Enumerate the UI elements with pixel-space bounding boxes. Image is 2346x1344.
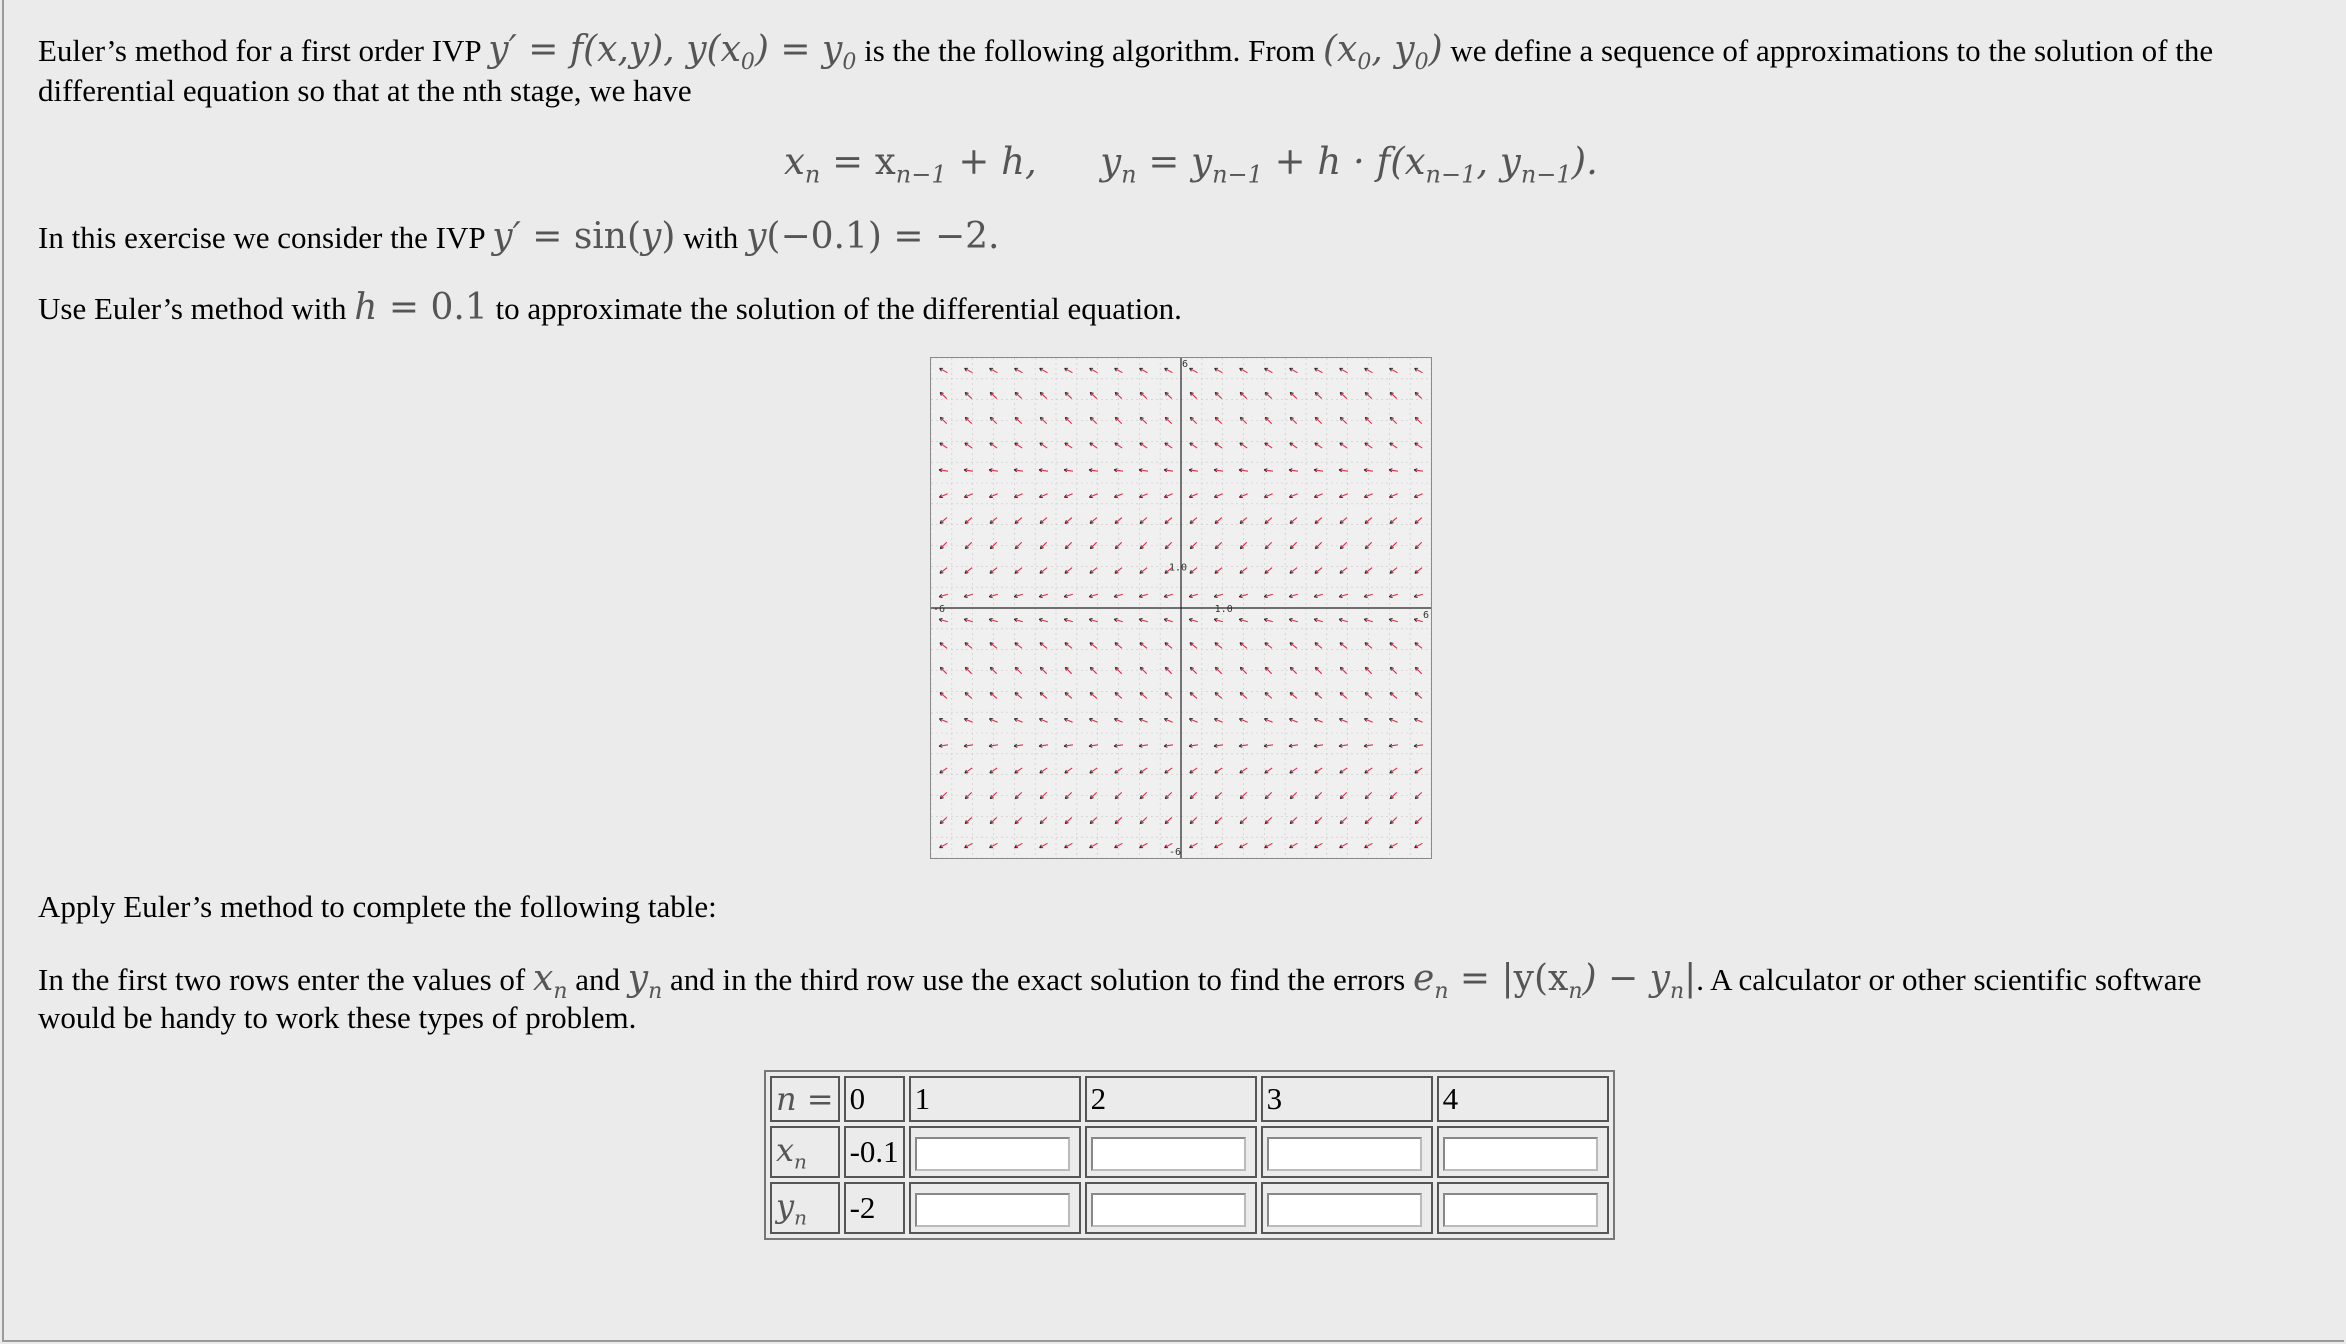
f-yn-sub: n	[1121, 160, 1137, 189]
tick-label-xmax: 6	[1423, 610, 1430, 621]
ex-math-hval: = 0.1	[377, 287, 488, 328]
f-xn: x	[784, 140, 805, 183]
field-arrow-head	[1339, 746, 1342, 747]
intro-math-sub0b: 0	[842, 50, 857, 76]
ap-math-y-sub: n	[648, 979, 663, 1005]
field-arrow-head	[1340, 573, 1343, 574]
field-arrow-head	[1114, 746, 1117, 747]
intro-line-2: differential equation so that at the nth stage, we have	[38, 73, 692, 108]
field-arrow-head	[1239, 746, 1242, 747]
field-arrow-head	[939, 597, 942, 598]
field-arrow-head	[1215, 573, 1218, 574]
tick-label-xmin: -6	[933, 604, 946, 615]
f-fy-sub: n−1	[1520, 160, 1572, 189]
n-0: 0	[849, 1081, 866, 1116]
y4-cell	[1437, 1182, 1609, 1234]
field-arrow-head	[1040, 573, 1043, 574]
field-arrow-head	[1039, 597, 1042, 598]
field-arrow-head	[1415, 573, 1418, 574]
n-4: 4	[1442, 1081, 1459, 1116]
ex-text-4: to approximate the solution of the differential equation.	[487, 291, 1182, 326]
ex-math-init: (−0.1) = −2.	[766, 216, 1000, 257]
exercise-line-1	[38, 218, 999, 257]
euler-formula	[784, 140, 1598, 188]
field-arrow-head	[1364, 597, 1367, 598]
intro-math-pt-sub1: 0	[1357, 50, 1372, 76]
intro-math-pt-sub2: 0	[1414, 50, 1429, 76]
field-arrow-head	[939, 746, 942, 747]
ex-text-2: with	[675, 220, 747, 255]
y1-input[interactable]	[915, 1193, 1070, 1227]
ap-math-err: = |y(x	[1448, 958, 1569, 999]
f-eq2: = y	[1136, 140, 1213, 183]
field-arrow-head	[989, 597, 992, 598]
x3-input[interactable]	[1267, 1137, 1422, 1171]
field-arrow-head	[1214, 746, 1217, 747]
intro-math-pt: (x	[1323, 29, 1358, 70]
field-arrow-head	[1014, 597, 1017, 598]
ex-text-3: Use Euler’s method with	[38, 291, 355, 326]
ex-math-paren: )	[661, 216, 676, 257]
x0-cell	[844, 1126, 905, 1178]
ap-text-a: In the first two rows enter the values of	[38, 962, 534, 997]
apply-line-1: Apply Euler’s method to complete the following table:	[38, 889, 717, 924]
field-arrow-head	[1090, 573, 1093, 574]
ap-text-c: and in the third row use the exact solution to find the errors	[662, 962, 1413, 997]
f-comma-y: , y	[1476, 140, 1521, 183]
field-arrow-head	[1114, 597, 1117, 598]
f-xnm1-sub: n−1	[895, 160, 947, 189]
tick-label-ymin: -6	[1169, 847, 1182, 858]
f-fx-sub: n−1	[1425, 160, 1477, 189]
field-arrow-head	[1414, 746, 1417, 747]
intro-text-3: we define a sequence of approximations to the solution of the	[1442, 33, 2214, 68]
field-arrow-head	[1164, 597, 1167, 598]
field-arrow-head	[1239, 597, 1242, 598]
field-arrow-head	[1314, 746, 1317, 747]
intro-math-ivp-b: ) = y	[754, 29, 843, 70]
f-eq1: = x	[820, 140, 896, 183]
n-2-cell	[1085, 1076, 1257, 1122]
field-arrow-head	[1414, 597, 1417, 598]
field-arrow-head	[1339, 597, 1342, 598]
y2-cell	[1085, 1182, 1257, 1234]
table-row-n	[770, 1076, 1609, 1122]
yn-label-sub: n	[794, 1205, 807, 1230]
x1-cell	[909, 1126, 1081, 1178]
field-arrow-head	[1140, 573, 1143, 574]
field-arrow-head	[1139, 597, 1142, 598]
ap-math-err2: ) − y	[1582, 958, 1670, 999]
table-row-x	[770, 1126, 1609, 1178]
field-arrow-head	[1190, 573, 1193, 574]
n-4-cell	[1437, 1076, 1609, 1122]
intro-text-1: Euler’s method for a first order IVP	[38, 33, 489, 68]
field-arrow-head	[1314, 597, 1317, 598]
n-label: n =	[776, 1080, 834, 1118]
field-arrow-head	[1165, 573, 1168, 574]
x4-input[interactable]	[1443, 1137, 1598, 1171]
x4-cell	[1437, 1126, 1609, 1178]
field-arrow-head	[1214, 597, 1217, 598]
intro-math-ivp: y′ = f(x,y), y(x	[488, 29, 741, 70]
field-arrow-head	[1189, 746, 1192, 747]
f-plus-h: + h,	[946, 140, 1037, 183]
field-arrow-head	[964, 597, 967, 598]
field-arrow-head	[1364, 746, 1367, 747]
field-arrow-head	[1240, 573, 1243, 574]
field-arrow-head	[990, 573, 993, 574]
ap-text-d: . A calculator or other scientific software	[1696, 962, 2202, 997]
y3-cell	[1261, 1182, 1433, 1234]
field-arrow-head	[1014, 746, 1017, 747]
n-1: 1	[914, 1081, 931, 1116]
field-arrow-head	[1264, 746, 1267, 747]
field-arrow-head	[940, 573, 943, 574]
ap-math-e-sub: n	[1434, 979, 1449, 1005]
yn-label: y	[776, 1186, 795, 1225]
ap-math-e: e	[1413, 958, 1435, 999]
n-1-cell	[909, 1076, 1081, 1122]
y4-input[interactable]	[1443, 1193, 1598, 1227]
field-arrow-head	[1289, 597, 1292, 598]
ex-math-y: y	[641, 216, 662, 257]
ap-math-x: x	[533, 958, 554, 999]
f-plus-hf: + h · f(x	[1262, 140, 1426, 183]
apply-line-3: would be handy to work these types of problem.	[38, 1000, 637, 1035]
field-arrow-head	[1289, 746, 1292, 747]
field-arrow-head	[1089, 597, 1092, 598]
tick-label-y1: 1.0	[1169, 562, 1188, 574]
ex-text-1: In this exercise we consider the IVP	[38, 220, 493, 255]
field-arrow-head	[1065, 573, 1068, 574]
f-ynm1-sub: n−1	[1212, 160, 1263, 189]
y0-cell	[844, 1182, 905, 1234]
ap-math-x-sub: n	[553, 979, 568, 1005]
x0-value: -0.1	[849, 1134, 899, 1169]
field-arrow-head	[1390, 573, 1393, 574]
intro-math-sub0a: 0	[740, 50, 755, 76]
field-arrow-head	[1389, 597, 1392, 598]
field-arrow-head	[1039, 746, 1042, 747]
n-3-cell	[1261, 1076, 1433, 1122]
field-arrow-head	[1064, 597, 1067, 598]
n-2: 2	[1090, 1081, 1107, 1116]
xn-label-sub: n	[794, 1149, 807, 1174]
tick-label-x1: 1.0	[1214, 604, 1233, 615]
field-arrow-head	[1139, 746, 1142, 747]
x1-input[interactable]	[915, 1137, 1070, 1171]
n-3: 3	[1266, 1081, 1283, 1116]
f-yn: y	[1100, 140, 1122, 183]
exercise-line-2	[38, 289, 1182, 328]
intro-math-pt-c: )	[1428, 29, 1443, 70]
field-arrow-head	[1115, 573, 1118, 574]
x2-input[interactable]	[1091, 1137, 1246, 1171]
field-arrow-head	[1189, 597, 1192, 598]
field-arrow-head	[965, 573, 968, 574]
field-arrow-head	[1064, 746, 1067, 747]
y3-input[interactable]	[1267, 1193, 1422, 1227]
ap-text-b: and	[567, 962, 628, 997]
ex-math-sin: = sin(	[520, 216, 642, 257]
y1-cell	[909, 1182, 1081, 1234]
y2-input[interactable]	[1091, 1193, 1246, 1227]
direction-field-svg	[931, 358, 1431, 858]
tick-label-ymax: 6	[1182, 359, 1189, 370]
f-close: ).	[1571, 140, 1598, 183]
table-row-y	[770, 1182, 1609, 1234]
field-arrow-head	[1264, 597, 1267, 598]
yn-label-cell	[770, 1182, 840, 1234]
field-arrow-head	[1290, 573, 1293, 574]
x3-cell	[1261, 1126, 1433, 1178]
ap-math-y: y	[627, 958, 649, 999]
n-0-cell	[844, 1076, 905, 1122]
euler-table	[764, 1070, 1615, 1240]
xn-label: x	[776, 1130, 795, 1169]
field-arrow-head	[1089, 746, 1092, 747]
field-arrow-head	[1365, 573, 1368, 574]
ap-math-err-sub1: n	[1568, 979, 1583, 1005]
ex-math-h: h	[354, 287, 378, 328]
x2-cell	[1085, 1126, 1257, 1178]
f-xn-sub: n	[804, 160, 821, 189]
intro-math-pt-b: , y	[1371, 29, 1415, 70]
direction-field-plot	[930, 357, 1432, 859]
field-arrow-head	[1164, 746, 1167, 747]
field-arrow-head	[1265, 573, 1268, 574]
field-arrow-head	[964, 746, 967, 747]
intro-text-2: is the the following algorithm. From	[856, 33, 1324, 68]
n-label-cell	[770, 1076, 840, 1122]
ap-math-err-sub2: n	[1669, 979, 1685, 1005]
page-frame	[2, 0, 2344, 1342]
field-arrow-head	[1015, 573, 1018, 574]
field-arrow-head	[989, 746, 992, 747]
field-arrow-head	[1315, 573, 1318, 574]
ex-math-yprime: y′	[492, 216, 521, 257]
ap-math-err3: |	[1684, 958, 1697, 999]
xn-label-cell	[770, 1126, 840, 1178]
field-arrow-head	[1389, 746, 1392, 747]
ex-math-y2: y	[746, 216, 767, 257]
y0-value: -2	[849, 1190, 876, 1225]
